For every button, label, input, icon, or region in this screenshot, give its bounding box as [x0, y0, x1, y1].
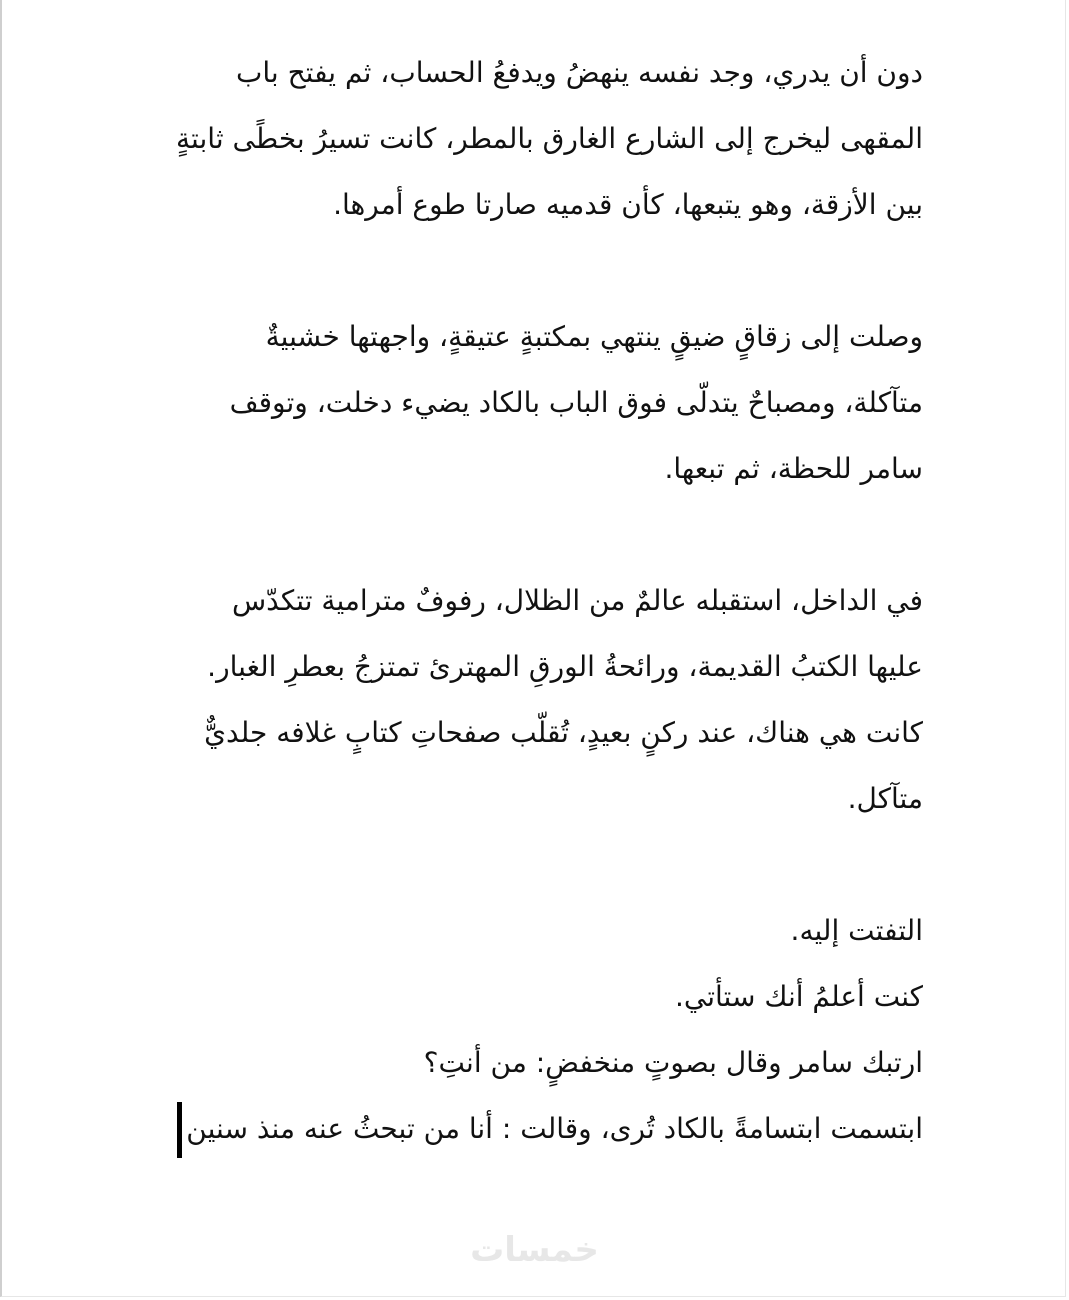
paragraph-3 [163, 568, 923, 832]
text-line: متآكل. [847, 782, 923, 815]
text-line: كانت هي هناك، عند ركنٍ بعيدٍ، تُقلّب صفحاتِ كتابٍ غلافه جلديٌّ [204, 716, 923, 749]
document-body[interactable] [163, 40, 923, 1162]
text-line: سامر للحظة، ثم تبعها. [664, 452, 923, 485]
paragraph-gap [163, 832, 923, 898]
paragraph-gap [163, 502, 923, 568]
text-line: المقهى ليخرج إلى الشارع الغارق بالمطر، كانت تسيرُ بخطًى ثابتةٍ [176, 122, 923, 155]
text-line: عليها الكتبُ القديمة، ورائحةُ الورقِ المهترئ تمتزجُ بعطرِ الغبار. [207, 650, 923, 683]
paragraph-1 [163, 40, 923, 238]
text-line: في الداخل، استقبله عالمٌ من الظلال، رفوفٌ مترامية تتكدّس [231, 584, 923, 617]
text-line: متآكلة، ومصباحٌ يتدلّى فوق الباب بالكاد يضيء دخلت، وتوقف [229, 386, 923, 419]
paragraph-4 [163, 898, 923, 1162]
paragraph-2 [163, 304, 923, 502]
watermark-logo: خمسات [470, 1230, 599, 1270]
paragraph-gap [163, 238, 923, 304]
text-line: دون أن يدري، وجد نفسه ينهضُ ويدفعُ الحساب، ثم يفتح باب [236, 56, 923, 89]
text-cursor [177, 1102, 182, 1158]
text-line: وصلت إلى زقاقٍ ضيقٍ ينتهي بمكتبةٍ عتيقةٍ، واجهتها خشبيةٌ [265, 320, 923, 353]
text-line: ارتبك سامر وقال بصوتٍ منخفضٍ: من أنتِ؟ [423, 1046, 923, 1079]
text-line: ابتسمت ابتسامةً بالكاد تُرى، وقالت : أنا من تبحثُ عنه منذ سنين [186, 1112, 923, 1145]
text-line: التفتت إليه. [790, 914, 923, 947]
text-line: كنت أعلمُ أنك ستأتي. [674, 980, 923, 1013]
text-line: بين الأزقة، وهو يتبعها، كأن قدميه صارتا طوع أمرها. [333, 188, 923, 221]
text-line-with-caret [163, 1096, 923, 1162]
